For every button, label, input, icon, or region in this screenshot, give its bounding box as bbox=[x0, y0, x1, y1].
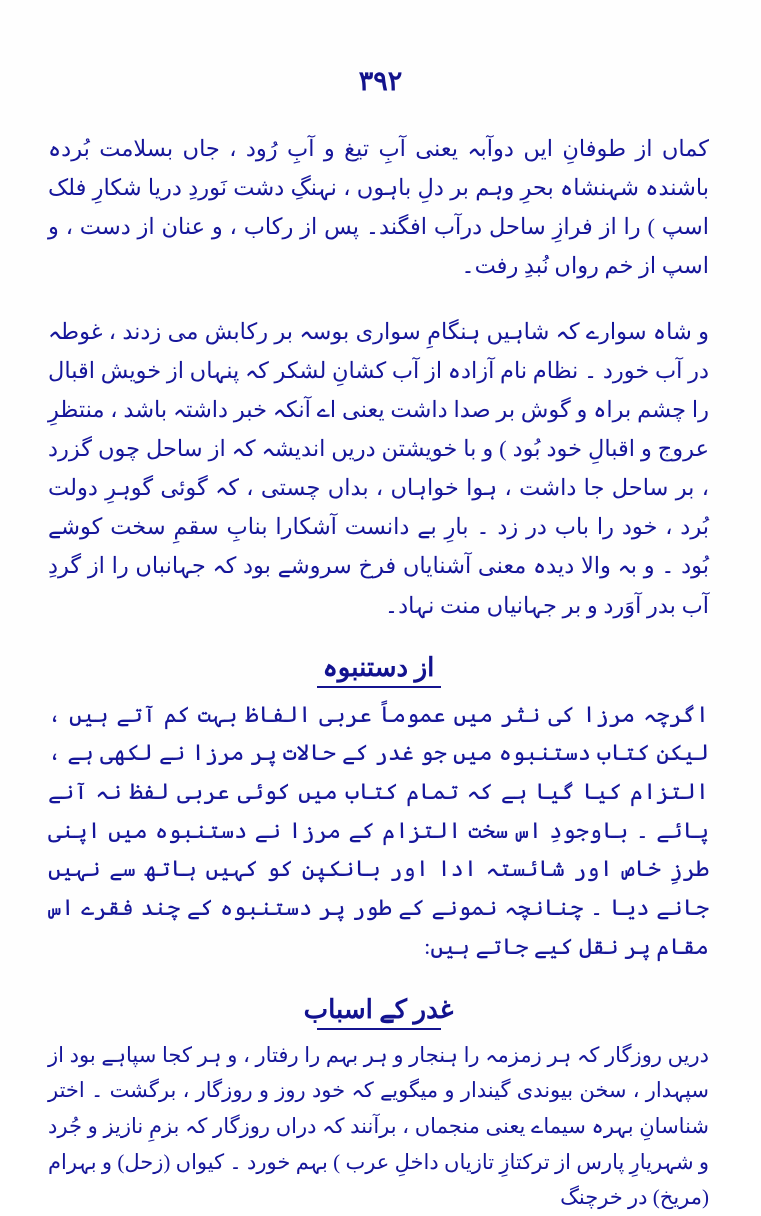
section-heading-dastanbuh bbox=[48, 653, 709, 688]
paragraph-1: کماں از طوفانِ ایں دوآبہ یعنی آبِ تیغ و آبِ رُود ، جاں بسلامت بُردہ باشندہ شہنشاہ بحرِ وہم بر دلِ باہوں ، نہنگِ دشت نَوردِ دریا شکارِ فلک اسپ ) را از فرازِ ساحل درآب افگند۔ پس از رکاب ، و عنان از دست ، و اسپ از خم رواں نُبدِ رفت۔ bbox=[48, 136, 709, 279]
paragraph-2: و شاہ سوارے کہ شاہیں ہنگامِ سواری بوسہ بر رکابش می زدند ، غوطہ در آب خورد ۔ نظام نام آزادہ از آب کشانِ لشکر کہ پنہاں از خویش اقبال را چشم براہ و گوش بر صدا داشت یعنی اے آنکہ خبر داشتہ باشد ، منتظرِ عروج و اقبالِ خود بُود ) و با خویشتن دریں اندیشہ کہ از ساحل چوں گزرد ، بر ساحل جا داشت ، ہوا خواہاں ، بداں چستی ، کہ گوئی گوہرِ دولت بُرد ، خود را باب در زد ۔ بارِ بے دانست آشکارا بنابِ سقمِ سخت کوشے بُود ۔ و بہ والا دیدہ معنی آشنایاں فرخ سروشے بود کہ جہانباں را از گردِ آب بدر آوَرد و بر جہانیاں منت نہاد۔ bbox=[48, 318, 709, 618]
page-number: ۳۹۲ bbox=[358, 66, 403, 96]
paragraph-3: اگرچہ مرزا کی نثر میں عموماً عربی الفاظ بہت کم آتے ہیں ، لیکن کتاب دستنبوہ میں جو غدر کے حالات پر مرزا نے لکھی ہے ، التزام کیا گیا ہے کہ تمام کتاب میں کوئی عربی لفظ نہ آنے پائے ۔ باوجودِ اس سخت التزام کے مرزا نے دستنبوہ میں اپنی طرزِ خاص اور شائستہ ادا اور بانکپن کو کہیں ہاتھ سے نہیں جانے دیا ۔ چنانچہ نمونے کے طور پر دستنبوہ کے چند فقرے اس مقام پر نقل کیے جاتے ہیں: bbox=[48, 701, 709, 959]
spacer bbox=[48, 627, 709, 637]
section-heading-ghadar-ke-asbab bbox=[48, 995, 709, 1030]
heading-underline-2 bbox=[317, 1028, 441, 1030]
section-heading-dastanbuh-label: از دستنبوہ bbox=[322, 652, 435, 682]
page-body bbox=[0, 129, 761, 1216]
paragraph-4: دریں روزگار کہ ہر زمزمہ را ہنجار و ہر بہم را رفتار ، و ہر کجا سپاہے بود از سپہدار ، سخن بیوندی گیندار و میگویے کہ خود روز و روزگار ، برگشت ۔ اختر شناسانِ بہرہ سیماے یعنی منجماں ، برآنند کہ دراں روزگار کہ بزمِ نازیز و جُرد و شہریارِ پارس از ترکتازِ تازیاں داخلِ عرب ) بہم خورد ۔ کیواں (زحل) و بہرام (مریخ) در خرچنگ bbox=[48, 1042, 709, 1210]
section-heading-ghadar-label: غدر کے اسباب bbox=[303, 994, 454, 1024]
spacer-2 bbox=[48, 969, 709, 979]
heading-underline bbox=[317, 686, 441, 688]
